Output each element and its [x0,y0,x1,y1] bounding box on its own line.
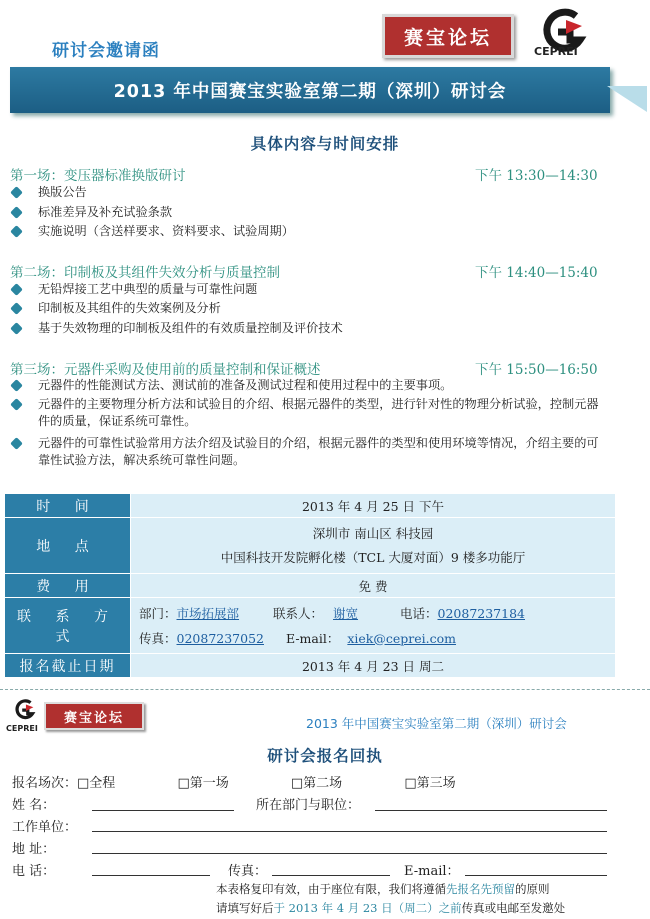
note-line-2 [216,900,565,916]
dept-position-field[interactable] [375,810,607,811]
session-2-title: 第二场：印制板及其组件失效分析与质量控制 [10,265,280,281]
note-1-highlight: 先报名先预留 [446,882,515,896]
session-3-time: 下午 15:50—16:50 [475,362,598,378]
dept-label: 部门： [139,605,177,621]
forum-brand-badge: 赛宝论坛 [382,14,514,58]
receipt-subtitle: 2013 年中国赛宝实验室第二期（深圳）研讨会 [306,716,567,731]
name-field[interactable] [92,810,234,811]
deadline-label: 报名截止日期 [5,654,131,678]
place-line-1: 深圳市 南山区 科技园 [312,525,434,541]
tel-field[interactable] [92,875,210,876]
session-1-title: 第一场：变压器标准换版研讨 [10,168,186,184]
cut-line-divider [0,689,650,690]
option-full-checkbox[interactable]: □全程 [77,776,116,791]
table-row [5,494,616,518]
time-value: 2013 年 4 月 25 日 下午 [131,494,616,518]
table-row [5,598,616,654]
name-label: 姓 名： [12,798,56,813]
person-label: 联系人： [273,605,324,621]
phone-value: 02087237184 [437,605,525,621]
event-info-table [4,493,616,678]
logo-text: CEPREI [6,724,38,733]
note-2-text-a: 请填写好后 [216,901,274,915]
event-banner: 2013 年中国赛宝实验室第二期（深圳）研讨会 [10,67,610,113]
session-3-item: 元器件的可靠性试验常用方法介绍及试验目的介绍，根据元器件的类型和使用环境等情况，介绍主要的可靠性试验方法，解决系统可靠性问题。 [10,435,610,469]
session-2-item: 印制板及其组件的失效案例及分析 [10,300,610,317]
session-1-time: 下午 13:30—14:30 [475,168,598,184]
place-line-2: 中国科技开发院孵化楼（TCL 大厦对面）9 楼多功能厅 [220,549,526,565]
fax-label: 传真： [139,630,177,646]
email-label: E-mail： [285,630,340,646]
tel-label: 电 话： [12,864,56,879]
contact-line-1 [139,601,615,626]
option-session-2-checkbox[interactable]: □第二场 [290,776,343,791]
note-1-text-a: 本表格复印有效，由于座位有限，我们将遵循 [216,882,446,896]
contact-value [131,598,616,654]
table-row [5,574,616,598]
note-2-highlight: 于 2013 年 4 月 23 日（周二）之前 [273,901,462,915]
email-label: E-mail： [404,864,460,879]
email-field[interactable] [465,875,607,876]
contact-line-2 [139,626,615,651]
session-choice-label: 报名场次： [12,776,78,791]
phone-label: 电话： [400,605,438,621]
place-label: 地 点 [5,518,131,574]
fax-field[interactable] [272,875,390,876]
session-1-item: 标准差异及补充试验条款 [10,204,610,221]
address-field[interactable] [92,853,607,854]
fax-label: 传真： [228,864,268,879]
dept-position-label: 所在部门与职位： [256,798,361,813]
contact-label: 联 系 方 式 [5,598,131,654]
receipt-title: 研讨会报名回执 [267,747,383,765]
logo-text: CEPREI [534,45,578,58]
session-2-time: 下午 14:40—15:40 [475,265,598,281]
session-1-item: 换版公告 [10,184,610,201]
fee-value: 免 费 [131,574,616,598]
dept-value: 市场拓展部 [176,605,240,621]
time-label: 时 间 [5,494,131,518]
note-line-1 [216,881,550,897]
address-label: 地 址： [12,842,56,857]
forum-brand-badge: 赛宝论坛 [44,702,144,730]
table-row [5,654,616,678]
note-1-text-b: 的原则 [515,882,550,896]
ceprei-logo-icon [12,698,38,724]
session-2-item: 无铅焊接工艺中典型的质量与可靠性问题 [10,281,610,298]
fax-value: 02087237052 [176,630,264,646]
email-link[interactable]: xiek@ceprei.com [347,630,457,646]
fee-label: 费 用 [5,574,131,598]
session-3-item: 元器件的主要物理分析方法和试验目的介绍、根据元器件的类型，进行针对性的物理分析试验，控制元器件的质量，保证系统可靠性。 [10,396,610,430]
session-choice-row [12,772,612,791]
session-2-item: 基于失效物理的印制板及组件的有效质量控制及评价技术 [10,320,610,337]
agenda-title: 具体内容与时间安排 [250,135,400,153]
person-value: 谢宽 [333,605,359,621]
session-3-title: 第三场：元器件采购及使用前的质量控制和保证概述 [10,362,321,378]
session-3-item: 元器件的性能测试方法、测试前的准备及测试过程和使用过程中的主要事项。 [10,377,610,394]
invitation-label: 研讨会邀请函 [52,41,160,61]
option-session-1-checkbox[interactable]: □第一场 [177,776,229,791]
place-value [131,518,616,574]
deadline-value: 2013 年 4 月 23 日 周二 [131,654,616,678]
org-field[interactable] [92,831,607,832]
org-label: 工作单位： [12,820,78,835]
note-2-text-b: 传真或电邮至发邀处 [461,901,566,915]
option-session-3-checkbox[interactable]: □第三场 [404,776,456,791]
table-row [5,518,616,574]
session-1-item: 实施说明（含送样要求、资料要求、试验周期） [10,223,610,240]
banner-decoration [607,86,647,112]
